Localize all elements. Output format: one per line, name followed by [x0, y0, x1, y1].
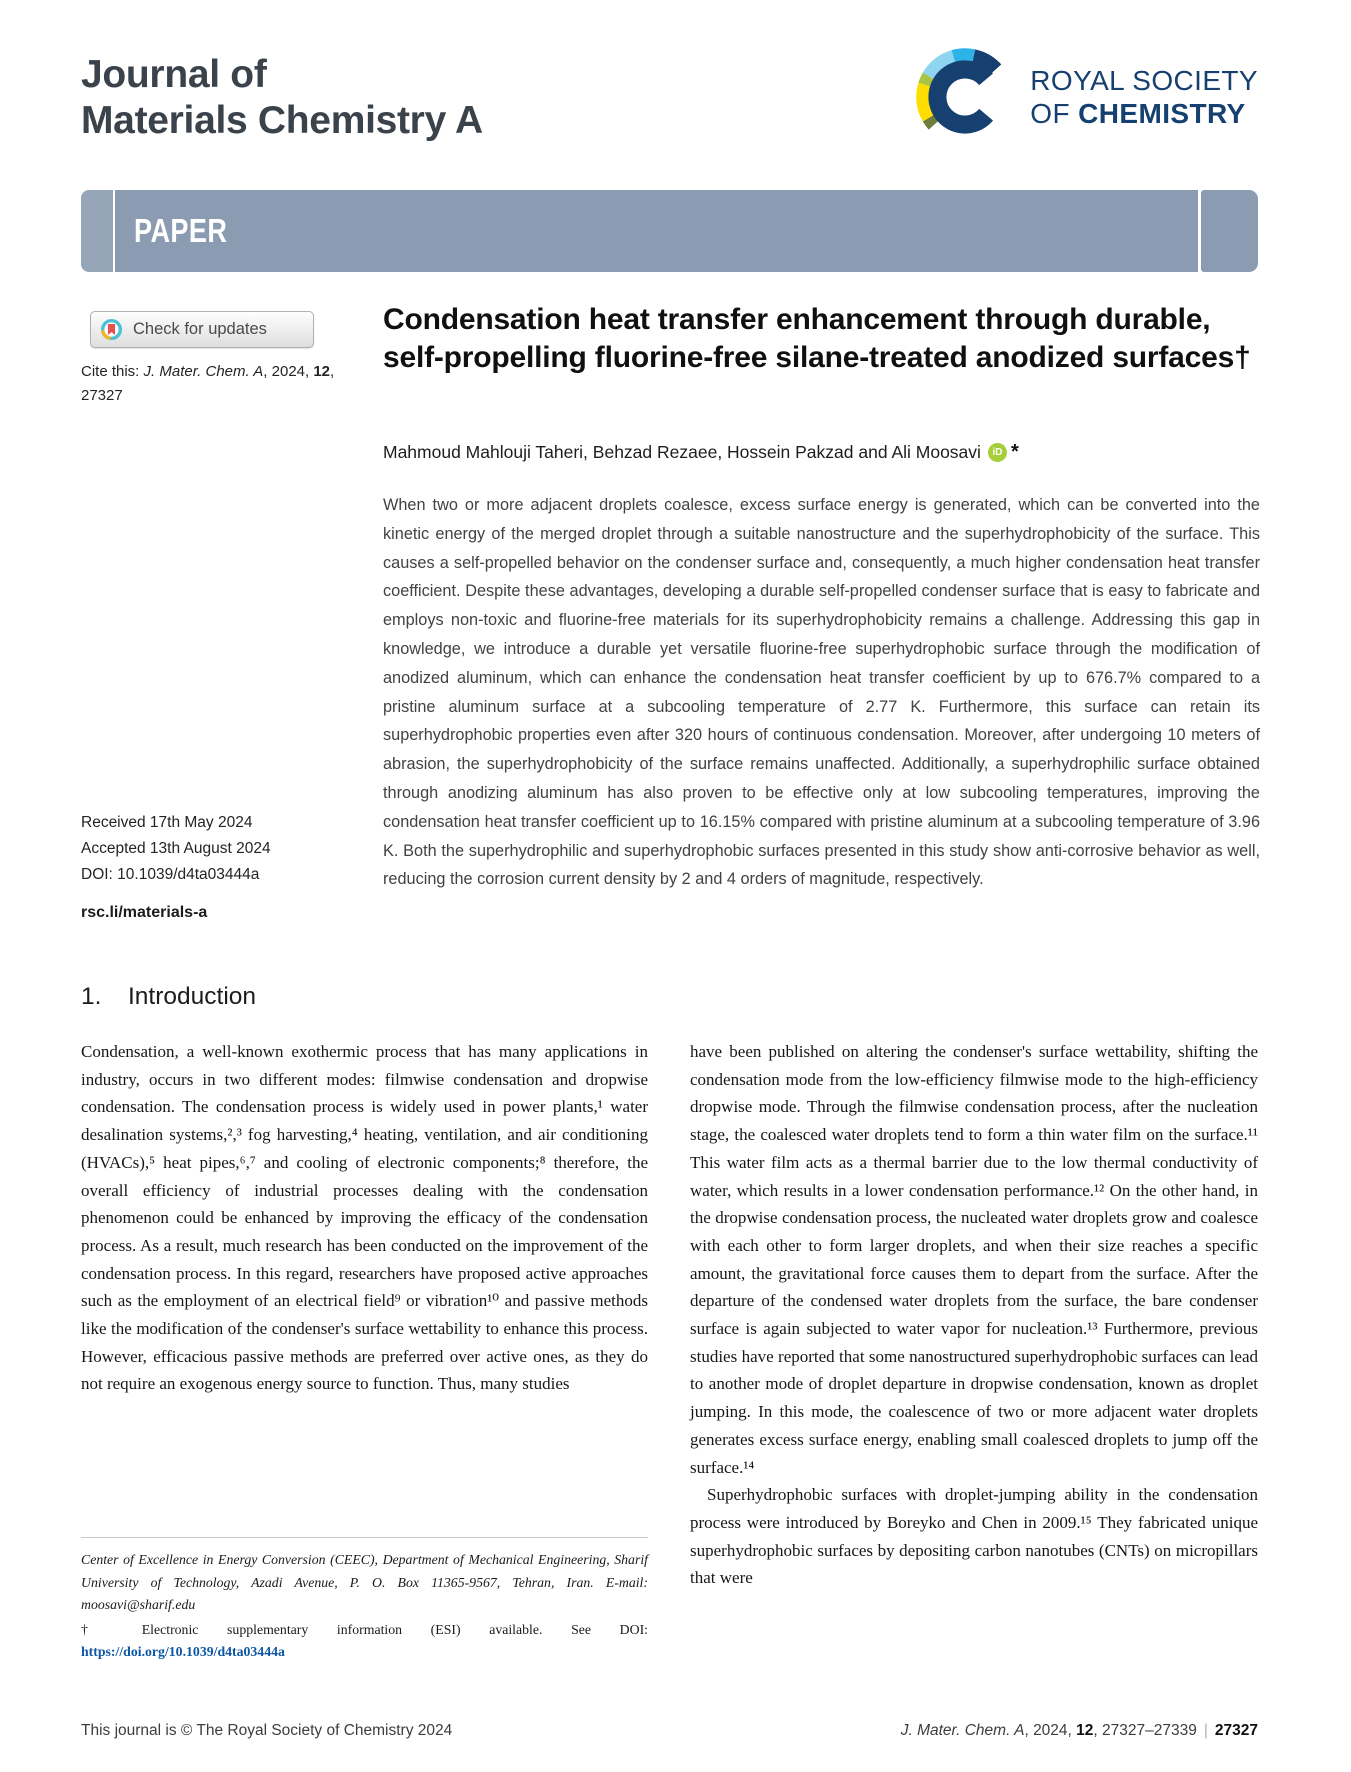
banner-left-cap: [81, 190, 115, 272]
body-paragraph: Condensation, a well-known exothermic process that has many applications in industry, occurs in two different modes: filmwise condensation and dropwise condensation. The condensation process is widely used in power plants,¹ water desalination systems,²,³ fog harvesting,⁴ heating, ventilation, and air conditioning (HVACs),⁵ heat pipes,⁶,⁷ and cooling of electronic components;⁸ therefore, the overall efficiency of industrial processes dealing with the condensation phenomenon could be enhanced by improving the efficacy of the condensation process. As a result, much research has been conducted on the improvement of the condensation process. In this regard, researchers have proposed active approaches such as the employment of an electrical field⁹ or vibration¹⁰ and passive methods like the modification of the condenser's surface wettability to enhance this process. However, efficacious passive methods are preferred over active ones, as they do not require an exogenous energy source to function. Thus, many studies: [81, 1042, 648, 1394]
check-for-updates-button[interactable]: [90, 311, 314, 348]
authors-line: [383, 441, 1019, 464]
footer-page-number: 27327: [1214, 1722, 1258, 1739]
left-column: [81, 1038, 648, 1592]
article-type-label: PAPER: [134, 212, 228, 249]
footer-separator: |: [1203, 1722, 1208, 1739]
article-title: Condensation heat transfer enhancement through durable, self-propelling fluorine-free silane-treated anodized surfaces†: [383, 303, 1251, 374]
rsc-logo-icon: [912, 44, 1018, 150]
publisher-line1: ROYAL SOCIETY: [1030, 65, 1258, 96]
banner-bar: [115, 190, 1198, 272]
footer-citation: J. Mater. Chem. A, 2024, 12, 27327–27339 | 27327: [900, 1722, 1258, 1739]
doi: DOI: 10.1039/d4ta03444a: [81, 866, 260, 883]
journal-title: [81, 52, 483, 144]
body-paragraph: have been published on altering the condenser's surface wettability, shifting the condensation mode from the low-efficiency filmwise mode to the high-efficiency dropwise mode. Through the filmwise condensation process, after the nucleation stage, the coalesced water droplets tend to form a thin water film on the surface.¹¹ This water film acts as a thermal barrier due to the low thermal conductivity of water, which results in a lower condensation performance.¹² On the other hand, in the dropwise condensation process, the nucleated water droplets grow and coalesce with each other to form larger droplets, and when their size reaches a specific amount, the gravitational force causes them to depart from the surface. After the departure of the condensed water droplets from the surface, the bare condenser surface is again subjected to water vapor for nucleation.¹³ Furthermore, previous studies have reported that some nanostructured superhydrophobic surfaces can lead to another mode of droplet departure in dropwise condensation, known as droplet jumping. In this mode, the coalescence of two or more adjacent water droplets generates excess surface energy, enabling small coalesced droplets to jump off the surface.¹⁴: [690, 1042, 1258, 1477]
banner-right-cap: [1201, 190, 1258, 272]
crossmark-icon: [100, 318, 123, 341]
corresponding-author-marker: *: [1010, 441, 1019, 463]
section-heading-introduction: [81, 983, 256, 1011]
journal-title-line2: Materials Chemistry A: [81, 99, 483, 142]
footnote-block: [81, 1537, 648, 1664]
page-footer: [81, 1722, 1258, 1740]
journal-homepage-link[interactable]: rsc.li/materials-a: [81, 904, 208, 921]
esi-note: † Electronic supplementary information (ESI) available. See DOI: https://doi.org/10.1039/d4ta03444a: [81, 1621, 648, 1659]
footer-copyright: This journal is © The Royal Society of Chemistry 2024: [81, 1722, 453, 1739]
body-paragraph: Superhydrophobic surfaces with droplet-jumping ability in the condensation process were introduced by Boreyko and Chen in 2009.¹⁵ They fabricated unique superhydrophobic surfaces by depositing carbon nanotubes (CNTs) on micropillars that were: [690, 1485, 1258, 1588]
rsc-logo: [912, 44, 1258, 150]
authors-text: Mahmoud Mahlouji Taheri, Behzad Rezaee, Hossein Pakzad and Ali Moosavi: [383, 442, 981, 462]
accepted-date: Accepted 13th August 2024: [81, 840, 271, 857]
section-title: Introduction: [128, 983, 257, 1010]
esi-doi-link[interactable]: https://doi.org/10.1039/d4ta03444a: [81, 1644, 285, 1659]
cite-journal-abbrev: J. Mater. Chem. A: [143, 363, 264, 380]
article-type-banner: [81, 190, 1258, 272]
cite-this: Cite this: J. Mater. Chem. A, 2024, 12, 27327: [81, 363, 335, 404]
check-for-updates-label: Check for updates: [133, 320, 267, 338]
rsc-logo-text: [1030, 64, 1258, 130]
abstract: When two or more adjacent droplets coalesce, excess surface energy is generated, which can be converted into the kinetic energy of the merged droplet through a suitable nanostructure and the superhydrophobicity of the surface. This causes a self-propelled behavior on the condenser surface and, consequently, a much higher condensation heat transfer coefficient. Despite these advantages, developing a durable self-propelled condenser surface that is easy to fabricate and employs non-toxic and fluorine-free materials for its superhydrophobicity remains a challenge. Addressing this gap in knowledge, we introduce a durable yet versatile fluorine-free superhydrophobic surface through the modification of anodized aluminum, which can enhance the condensation heat transfer coefficient by up to 676.7% compared to a pristine aluminum surface at a subcooling temperature of 2.77 K. Furthermore, this surface can retain its superhydrophobic properties even after 320 hours of continuous condensation. Moreover, after undergoing 10 meters of abrasion, the superhydrophobicity of the surface remains unaffected. Additionally, a superhydrophilic surface obtained through anodizing aluminum has also proven to be effective only at low subcooling temperatures, improving the condensation heat transfer coefficient up to 16.15% compared with pristine aluminum at a subcooling temperature of 3.96 K. Both the superhydrophilic and superhydrophobic surfaces presented in this study show anti-corrosive behavior as well, reducing the corrosion current density by 2 and 4 orders of magnitude, respectively.: [383, 496, 1260, 889]
section-number: 1.: [81, 983, 102, 1010]
received-date: Received 17th May 2024: [81, 814, 253, 831]
journal-title-line1: Journal of: [81, 53, 267, 96]
right-column: [690, 1038, 1258, 1592]
publication-history: [81, 810, 271, 862]
publisher-line2: OF CHEMISTRY: [1030, 98, 1246, 129]
orcid-icon[interactable]: iD: [988, 443, 1007, 462]
affiliation: Center of Excellence in Energy Conversion (CEEC), Department of Mechanical Engineering, Sharif University of Technology, Azadi Avenue, P. O. Box 11365-9567, Tehran, Iran. E-mail: moosavi@sharif.edu: [81, 1552, 648, 1612]
body-columns: [81, 1038, 1258, 1592]
cite-volume: 12: [313, 363, 331, 380]
